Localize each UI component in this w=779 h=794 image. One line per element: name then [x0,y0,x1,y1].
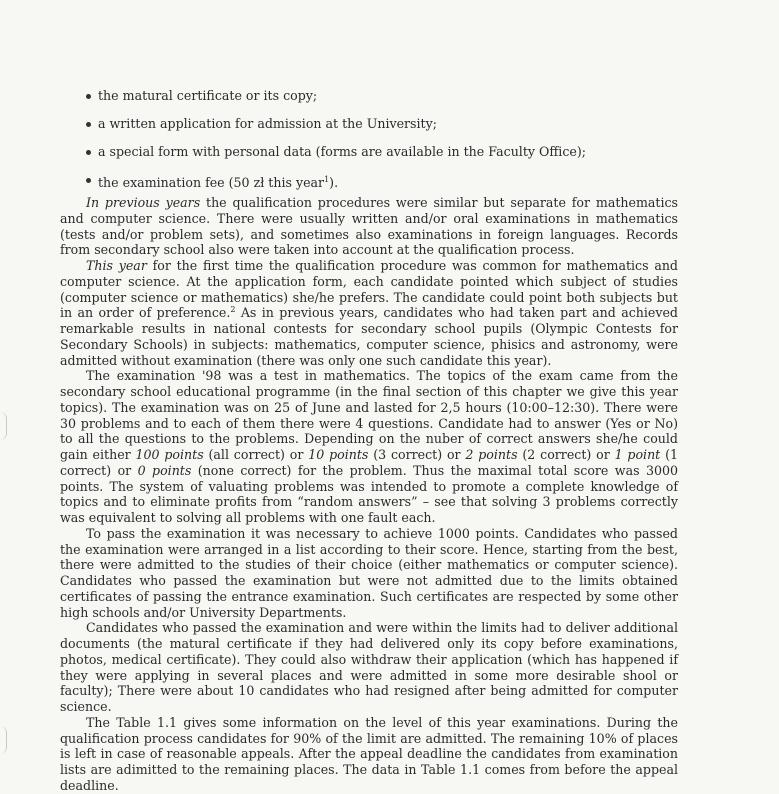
list-item-text: the matural certificate or its copy; [98,88,318,103]
paragraph-text: (none correct) for the problem. Thus the maximal total score was 3000 points. The system of valuating problems was intended to promote a complete knowledge of topics and to eliminate profits from “random answers” – see that solving 3 problems correctly was equivalent to solving all problems with one fault each. [60,462,678,525]
list-item-text: a written application for admission at the University; [98,116,437,131]
list-item-text: the examination fee (50 zł this year [98,175,325,191]
paragraph-table-info [60,715,678,794]
list-item [60,116,678,144]
paragraph-text: for the first time the qualification procedure was common for mathematics and computer science. At the application form, each candidate pointed which subject of studies (computer science or mathematics) she/he prefers. The candidate could point both subjects but in an order of preference. [60,258,678,321]
list-item-text-end: ). [329,175,339,191]
bullet-icon [86,150,91,155]
paragraph-text: To pass the examination it was necessary to achieve 1000 points. Candidates who passed the examination were arranged in a list according to their score. Hence, starting from the best, there were admitted to the studies of their choice (either mathematics or computer science). Candidates who passed the examination but were not admitted due to the limits obtained certificates of passing the entrance examination. Such certificates are respected by some other high schools and/or University Departments. [60,525,678,620]
paragraph-previous-years [60,195,678,258]
requirements-list [60,88,678,200]
paragraph-text: (3 correct) or [368,447,466,462]
paragraph-text: The examination '98 was a test in mathematics. The topics of the exam came from the secondary school educational programme (in the final section of this chapter we give this year topics). The examination was on 25 of June and lasted for 2,5 hours (10:00–12:30). There were 30 problems and to each of them there were 4 questions. Candidate had to answer (Yes or No) to all the questions to the problems. Depending on the nuber of correct answers she/he could gain either [60,368,678,462]
body-text [60,195,678,794]
bullet-icon [86,178,91,183]
list-item-text: a special form with personal data (forms are available in the Faculty Office); [98,144,586,159]
paragraph-lead: This year [86,258,147,273]
bullet-icon [86,94,91,99]
binder-hole-mark [0,412,7,440]
list-item [60,88,678,116]
paragraph-text-end: As in previous years, candidates who had taken part and achieved remarkable results in national contests for secondary school pupils (Olympic Contests for Secondary Schools) in subjects: mathematics, computer science, phisics and astronomy, were admitted without examination (there was only one such candidate this year). [60,305,678,368]
footnote-marker: 2 [230,305,236,315]
paragraph-text: (all correct) or [203,447,309,462]
paragraph-this-year [60,258,678,368]
footnote-marker: 1 [324,175,330,184]
paragraph-text: (1 correct) or [60,447,679,478]
paragraph-text: the qualification procedures were similar but separate for mathematics and computer science. There were usually written and/or oral examinations in mathematics (tests and/or problem sets), and sometimes also examinations in foreign languages. Records from secondary school also were taken into account at the qualification process. [60,195,679,258]
paragraph-passing [60,526,678,621]
paragraph-text: (2 correct) or [517,447,615,462]
paragraph-documents [60,620,678,715]
bullet-icon [86,122,91,127]
paragraph-examination [60,368,678,526]
binder-hole-mark [0,726,7,754]
paragraph-lead: In previous years [86,195,201,210]
paragraph-text: Candidates who passed the examination and were within the limits had to deliver additional documents (the matural certificate if they had delivered only its copy before examinations, photos, medical certificate). They could also withdraw their application (which has happened if they were applying in several places and were admitted in some more desirable shool or faculty); There were about 10 candidates who had resigned after being admitted for computer science. [60,620,678,714]
document-page [60,0,678,794]
score-term: 0 points [137,462,192,478]
score-term: 1 point [614,447,661,462]
score-term: 2 points [465,447,518,462]
paragraph-text: The Table 1.1 gives some information on the level of this year examinations. During the qualification process candidates for 90% of the limit are admitted. The remaining 10% of places is left in case of reasonable appeals. After the appeal deadline the candidates from examination lists are adimitted to the remaining places. The data in Table 1.1 comes from before the appeal deadline. [60,714,678,793]
score-term: 100 points [135,447,204,462]
score-term: 10 points [308,447,369,462]
list-item [60,144,678,172]
